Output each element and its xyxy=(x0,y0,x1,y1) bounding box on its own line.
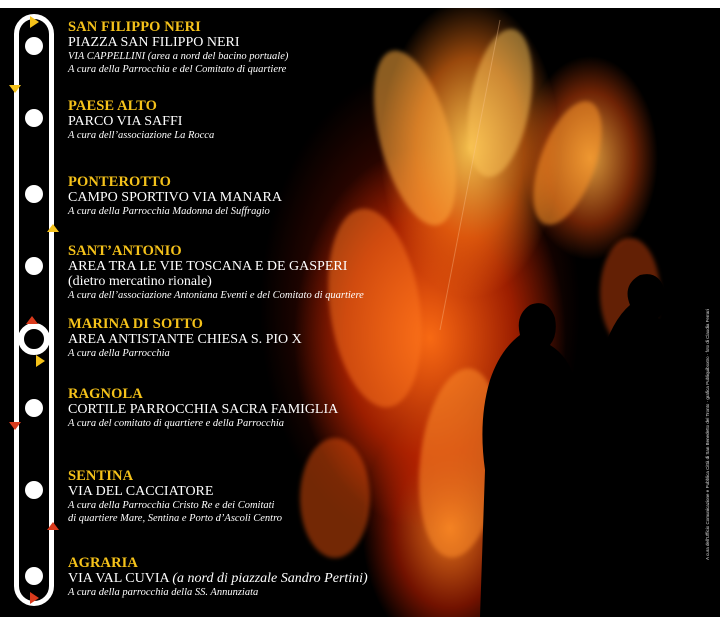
arrow-yellow-icon xyxy=(47,224,59,232)
arrow-red-icon xyxy=(9,422,21,430)
stop-name: MARINA DI SOTTO xyxy=(68,316,203,332)
stop-marina-di-sotto xyxy=(68,316,448,360)
figure-right xyxy=(585,274,712,617)
stop-note: di quartiere Mare, Sentina e Porto d’Ascoli Centro xyxy=(68,513,283,524)
stop-place: AREA TRA LE VIE TOSCANA E DE GASPERI xyxy=(68,259,348,274)
stop-san-filippo-neri xyxy=(68,19,448,76)
photo-credit: A cura dell'Ufficio Comunicazione e Pubblica Città di San Benedetto del Tronto · grafica Publiquiboxtro · foto di Claudia Ferrari xyxy=(705,309,710,560)
stop-note: A cura della Parrocchia xyxy=(68,348,170,359)
stop-note: A cura della parrocchia della SS. Annunziata xyxy=(68,587,259,598)
stop-place xyxy=(68,571,448,586)
stop-sant-antonio xyxy=(68,243,448,302)
stop-place-main: VIA VAL CUVIA xyxy=(68,571,169,586)
figure-left xyxy=(480,303,579,617)
stop-place: CAMPO SPORTIVO VIA MANARA xyxy=(68,190,282,205)
arrow-red-icon xyxy=(26,316,38,324)
stop-ragnola xyxy=(68,386,448,430)
stop-marker-main xyxy=(18,323,50,355)
stop-ponterotto xyxy=(68,174,448,218)
stop-note: A cura della Parrocchia Cristo Re e dei Comitati xyxy=(68,500,275,511)
stop-name: SENTINA xyxy=(68,468,134,484)
stop-marker xyxy=(25,481,43,499)
stop-place: PIAZZA SAN FILIPPO NERI xyxy=(68,35,240,50)
stop-agraria xyxy=(68,555,448,599)
arrow-yellow-icon xyxy=(30,16,39,28)
stop-note: VIA CAPPELLINI (area a nord del bacino portuale) xyxy=(68,51,289,62)
stop-name: AGRARIA xyxy=(68,555,138,571)
arrow-red-icon xyxy=(30,592,39,604)
stop-marker xyxy=(25,185,43,203)
stop-place-detail: (a nord di piazzale Sandro Pertini) xyxy=(172,571,368,586)
stop-note: A cura del comitato di quartiere e della Parrocchia xyxy=(68,418,284,429)
stop-note: A cura dell’associazione La Rocca xyxy=(68,130,215,141)
stop-note: A cura della Parrocchia Madonna del Suffragio xyxy=(68,206,270,217)
arrow-yellow-icon xyxy=(36,355,45,367)
stop-place: CORTILE PARROCCHIA SACRA FAMIGLIA xyxy=(68,402,339,417)
stop-name: RAGNOLA xyxy=(68,386,143,402)
stop-marker xyxy=(25,567,43,585)
stop-name: PONTEROTTO xyxy=(68,174,172,190)
stop-marker xyxy=(25,399,43,417)
stop-name: SAN FILIPPO NERI xyxy=(68,19,201,35)
stop-note: A cura dell’associazione Antoniana Eventi e del Comitato di quartiere xyxy=(68,290,364,301)
stop-note: A cura della Parrocchia e del Comitato di quartiere xyxy=(68,64,287,75)
stop-marker xyxy=(25,109,43,127)
stop-place: AREA ANTISTANTE CHIESA S. PIO X xyxy=(68,332,302,347)
stop-place: VIA DEL CACCIATORE xyxy=(68,484,214,499)
stop-marker xyxy=(25,257,43,275)
stop-paese-alto xyxy=(68,98,448,142)
stop-name: SANT’ANTONIO xyxy=(68,243,182,259)
route-track xyxy=(14,14,54,606)
arrow-red-icon xyxy=(47,522,59,530)
stop-marker xyxy=(25,37,43,55)
stop-name: PAESE ALTO xyxy=(68,98,157,114)
stop-sentina xyxy=(68,468,448,525)
stop-place-detail: (dietro mercatino rionale) xyxy=(68,274,212,289)
pole-line xyxy=(440,20,500,330)
stop-place: PARCO VIA SAFFI xyxy=(68,114,183,129)
arrow-yellow-icon xyxy=(9,85,21,93)
